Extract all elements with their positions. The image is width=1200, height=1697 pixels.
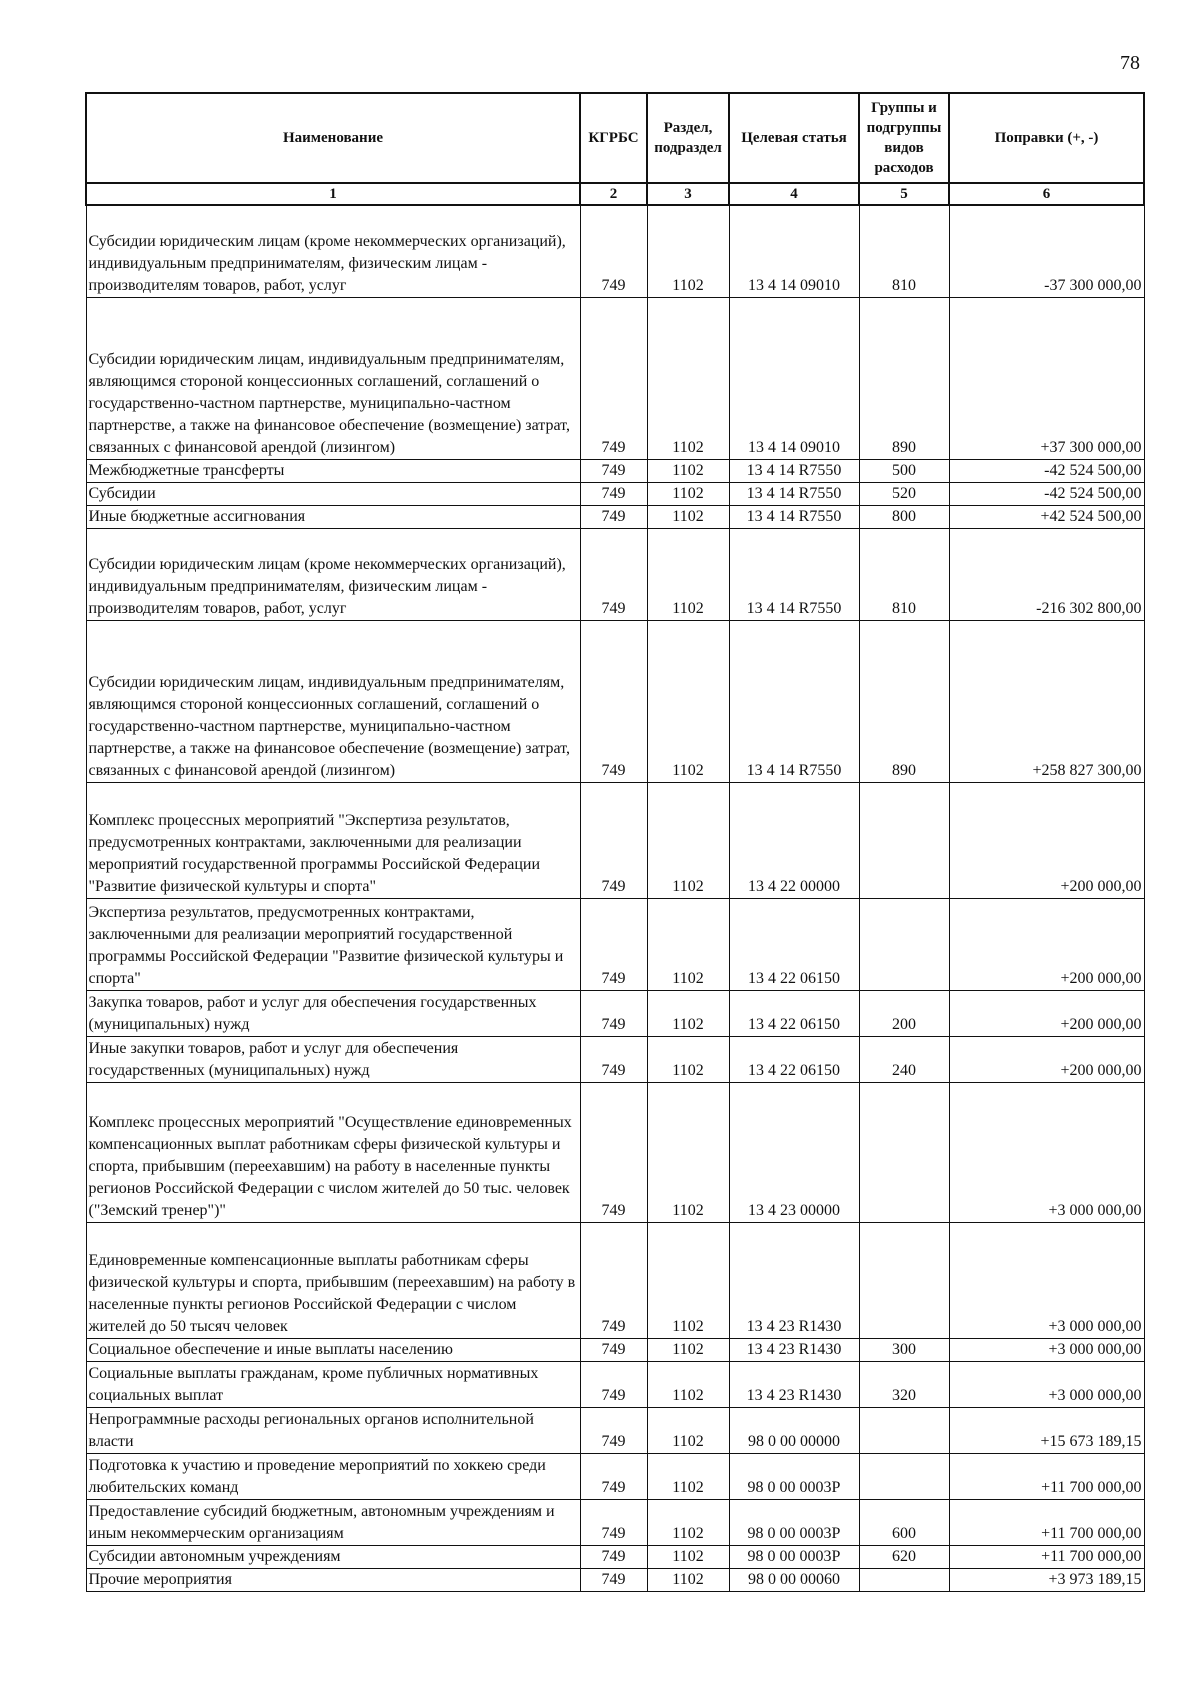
column-number: 5: [859, 183, 949, 205]
row-name-cell: Прочие мероприятия: [86, 1568, 580, 1591]
row-group-cell: 300: [859, 1338, 949, 1361]
row-name-cell: Единовременные компенсационные выплаты работникам сферы физической культуры и спорта, прибывшим (переехавшим) на работу в населенные пункты регионов Российской Федерации с числом жителей до 50 тысяч человек: [86, 1222, 580, 1338]
row-section-cell: 1102: [647, 1499, 729, 1545]
table-row: [86, 1568, 1144, 1591]
row-kgrbs-cell: 749: [580, 1453, 647, 1499]
row-target-cell: 13 4 14 R7550: [729, 482, 859, 505]
row-target-cell: 13 4 22 06150: [729, 990, 859, 1036]
row-amount-cell: +11 700 000,00: [949, 1545, 1144, 1568]
header-section: Раздел, подраздел: [647, 93, 729, 183]
table-row: [86, 898, 1144, 990]
header-kgrbs: КГРБС: [580, 93, 647, 183]
table-row: [86, 1036, 1144, 1082]
table-row: [86, 482, 1144, 505]
column-number: 3: [647, 183, 729, 205]
row-group-cell: [859, 1453, 949, 1499]
row-amount-cell: +200 000,00: [949, 1036, 1144, 1082]
row-section-cell: 1102: [647, 1407, 729, 1453]
row-kgrbs-cell: 749: [580, 482, 647, 505]
column-number: 6: [949, 183, 1144, 205]
row-target-cell: 13 4 23 R1430: [729, 1338, 859, 1361]
row-section-cell: 1102: [647, 1453, 729, 1499]
row-name-cell: Комплекс процессных мероприятий "Осуществление единовременных компенсационных выплат работникам сферы физической культуры и спорта, прибывшим (переехавшим) на работу в населенные пункты регионов Российской Федерации с числом жителей до 50 тыс. человек ("Земский тренер")": [86, 1082, 580, 1222]
row-name-cell: Субсидии: [86, 482, 580, 505]
column-number: 4: [729, 183, 859, 205]
row-group-cell: 800: [859, 505, 949, 528]
row-group-cell: [859, 1568, 949, 1591]
row-section-cell: 1102: [647, 528, 729, 620]
row-section-cell: 1102: [647, 1036, 729, 1082]
row-group-cell: [859, 1222, 949, 1338]
row-kgrbs-cell: 749: [580, 990, 647, 1036]
row-amount-cell: +42 524 500,00: [949, 505, 1144, 528]
row-target-cell: 13 4 14 09010: [729, 297, 859, 459]
row-kgrbs-cell: 749: [580, 205, 647, 297]
row-amount-cell: +200 000,00: [949, 898, 1144, 990]
row-target-cell: 13 4 14 R7550: [729, 620, 859, 782]
table-row: [86, 1361, 1144, 1407]
row-section-cell: 1102: [647, 1361, 729, 1407]
table-row: [86, 528, 1144, 620]
row-target-cell: 98 0 00 0003Р: [729, 1453, 859, 1499]
row-amount-cell: -37 300 000,00: [949, 205, 1144, 297]
row-amount-cell: +11 700 000,00: [949, 1499, 1144, 1545]
row-kgrbs-cell: 749: [580, 297, 647, 459]
row-amount-cell: +258 827 300,00: [949, 620, 1144, 782]
row-kgrbs-cell: 749: [580, 1545, 647, 1568]
row-group-cell: [859, 898, 949, 990]
row-name-cell: Подготовка к участию и проведение мероприятий по хоккею среди любительских команд: [86, 1453, 580, 1499]
row-section-cell: 1102: [647, 459, 729, 482]
table-row: [86, 1407, 1144, 1453]
row-kgrbs-cell: 749: [580, 1082, 647, 1222]
row-section-cell: 1102: [647, 620, 729, 782]
row-name-cell: Непрограммные расходы региональных органов исполнительной власти: [86, 1407, 580, 1453]
row-name-cell: Субсидии автономным учреждениям: [86, 1545, 580, 1568]
row-target-cell: 13 4 14 R7550: [729, 528, 859, 620]
row-group-cell: [859, 1407, 949, 1453]
row-amount-cell: +3 973 189,15: [949, 1568, 1144, 1591]
row-target-cell: 13 4 14 R7550: [729, 459, 859, 482]
row-amount-cell: +3 000 000,00: [949, 1222, 1144, 1338]
row-kgrbs-cell: 749: [580, 505, 647, 528]
table-row: [86, 1453, 1144, 1499]
row-group-cell: 500: [859, 459, 949, 482]
row-amount-cell: +200 000,00: [949, 990, 1144, 1036]
table-row: [86, 990, 1144, 1036]
header-group: Группы и подгруппы видов расходов: [859, 93, 949, 183]
table-row: [86, 1499, 1144, 1545]
table-row: [86, 620, 1144, 782]
row-target-cell: 13 4 14 R7550: [729, 505, 859, 528]
row-section-cell: 1102: [647, 297, 729, 459]
row-target-cell: 13 4 23 R1430: [729, 1222, 859, 1338]
row-kgrbs-cell: 749: [580, 782, 647, 898]
row-group-cell: 810: [859, 528, 949, 620]
row-amount-cell: -42 524 500,00: [949, 482, 1144, 505]
row-target-cell: 13 4 23 00000: [729, 1082, 859, 1222]
row-name-cell: Социальное обеспечение и иные выплаты населению: [86, 1338, 580, 1361]
row-name-cell: Предоставление субсидий бюджетным, автономным учреждениям и иным некоммерческим организациям: [86, 1499, 580, 1545]
row-name-cell: Субсидии юридическим лицам (кроме некоммерческих организаций), индивидуальным предпринимателям, физическим лицам - производителям товаров, работ, услуг: [86, 528, 580, 620]
table-row: [86, 1545, 1144, 1568]
row-section-cell: 1102: [647, 1082, 729, 1222]
row-name-cell: Комплекс процессных мероприятий "Экспертиза результатов, предусмотренных контрактами, заключенными для реализации мероприятий государственной программы Российской Федерации "Развитие физической культуры и спорта": [86, 782, 580, 898]
page-number: 78: [1120, 52, 1140, 74]
column-number: 2: [580, 183, 647, 205]
table-row: [86, 1222, 1144, 1338]
header-row: [86, 93, 1144, 183]
row-name-cell: Межбюджетные трансферты: [86, 459, 580, 482]
row-group-cell: [859, 782, 949, 898]
row-section-cell: 1102: [647, 990, 729, 1036]
row-kgrbs-cell: 749: [580, 898, 647, 990]
row-target-cell: 98 0 00 0003Р: [729, 1545, 859, 1568]
row-name-cell: Закупка товаров, работ и услуг для обеспечения государственных (муниципальных) нужд: [86, 990, 580, 1036]
table-row: [86, 1338, 1144, 1361]
table-row: [86, 1082, 1144, 1222]
row-target-cell: 13 4 14 09010: [729, 205, 859, 297]
row-kgrbs-cell: 749: [580, 528, 647, 620]
row-group-cell: 810: [859, 205, 949, 297]
row-section-cell: 1102: [647, 205, 729, 297]
row-kgrbs-cell: 749: [580, 1499, 647, 1545]
row-kgrbs-cell: 749: [580, 459, 647, 482]
row-target-cell: 98 0 00 00000: [729, 1407, 859, 1453]
row-amount-cell: +200 000,00: [949, 782, 1144, 898]
row-section-cell: 1102: [647, 1338, 729, 1361]
row-target-cell: 13 4 22 06150: [729, 1036, 859, 1082]
row-name-cell: Субсидии юридическим лицам, индивидуальным предпринимателям, являющимся стороной концессионных соглашений, соглашений о государственно-частном партнерстве, муниципально-частном партнерстве, а также на финансовое обеспечение (возмещение) затрат, связанных с финансовой арендой (лизингом): [86, 297, 580, 459]
row-amount-cell: +3 000 000,00: [949, 1338, 1144, 1361]
row-amount-cell: -216 302 800,00: [949, 528, 1144, 620]
header-amendment: Поправки (+, -): [949, 93, 1144, 183]
row-section-cell: 1102: [647, 1545, 729, 1568]
row-kgrbs-cell: 749: [580, 1338, 647, 1361]
row-kgrbs-cell: 749: [580, 1361, 647, 1407]
row-section-cell: 1102: [647, 898, 729, 990]
column-number: 1: [86, 183, 580, 205]
row-section-cell: 1102: [647, 1222, 729, 1338]
row-group-cell: [859, 1082, 949, 1222]
row-name-cell: Экспертиза результатов, предусмотренных контрактами, заключенными для реализации мероприятий государственной программы Российской Федерации "Развитие физической культуры и спорта": [86, 898, 580, 990]
row-group-cell: 520: [859, 482, 949, 505]
row-name-cell: Социальные выплаты гражданам, кроме публичных нормативных социальных выплат: [86, 1361, 580, 1407]
row-group-cell: 320: [859, 1361, 949, 1407]
row-target-cell: 13 4 23 R1430: [729, 1361, 859, 1407]
row-name-cell: Субсидии юридическим лицам (кроме некоммерческих организаций), индивидуальным предпринимателям, физическим лицам - производителям товаров, работ, услуг: [86, 205, 580, 297]
column-number-row: [86, 183, 1144, 205]
header-name: Наименование: [86, 93, 580, 183]
row-group-cell: 620: [859, 1545, 949, 1568]
table-row: [86, 459, 1144, 482]
row-amount-cell: +3 000 000,00: [949, 1082, 1144, 1222]
row-section-cell: 1102: [647, 505, 729, 528]
row-group-cell: 200: [859, 990, 949, 1036]
row-amount-cell: +3 000 000,00: [949, 1361, 1144, 1407]
row-target-cell: 13 4 22 06150: [729, 898, 859, 990]
row-amount-cell: +37 300 000,00: [949, 297, 1144, 459]
row-group-cell: 240: [859, 1036, 949, 1082]
row-section-cell: 1102: [647, 782, 729, 898]
row-amount-cell: +15 673 189,15: [949, 1407, 1144, 1453]
row-kgrbs-cell: 749: [580, 1036, 647, 1082]
row-section-cell: 1102: [647, 1568, 729, 1591]
header-target: Целевая статья: [729, 93, 859, 183]
row-kgrbs-cell: 749: [580, 1568, 647, 1591]
row-kgrbs-cell: 749: [580, 620, 647, 782]
row-name-cell: Субсидии юридическим лицам, индивидуальным предпринимателям, являющимся стороной концессионных соглашений, соглашений о государственно-частном партнерстве, муниципально-частном партнерстве, а также на финансовое обеспечение (возмещение) затрат, связанных с финансовой арендой (лизингом): [86, 620, 580, 782]
table-row: [86, 505, 1144, 528]
table-row: [86, 297, 1144, 459]
row-group-cell: 600: [859, 1499, 949, 1545]
row-amount-cell: -42 524 500,00: [949, 459, 1144, 482]
table-row: [86, 782, 1144, 898]
row-target-cell: 98 0 00 0003Р: [729, 1499, 859, 1545]
row-section-cell: 1102: [647, 482, 729, 505]
row-name-cell: Иные бюджетные ассигнования: [86, 505, 580, 528]
row-kgrbs-cell: 749: [580, 1407, 647, 1453]
row-group-cell: 890: [859, 620, 949, 782]
table-row: [86, 205, 1144, 297]
budget-amendments-table: [85, 92, 1145, 1592]
row-target-cell: 98 0 00 00060: [729, 1568, 859, 1591]
row-target-cell: 13 4 22 00000: [729, 782, 859, 898]
table-body: [86, 205, 1144, 1591]
row-kgrbs-cell: 749: [580, 1222, 647, 1338]
row-group-cell: 890: [859, 297, 949, 459]
row-amount-cell: +11 700 000,00: [949, 1453, 1144, 1499]
row-name-cell: Иные закупки товаров, работ и услуг для обеспечения государственных (муниципальных) нужд: [86, 1036, 580, 1082]
